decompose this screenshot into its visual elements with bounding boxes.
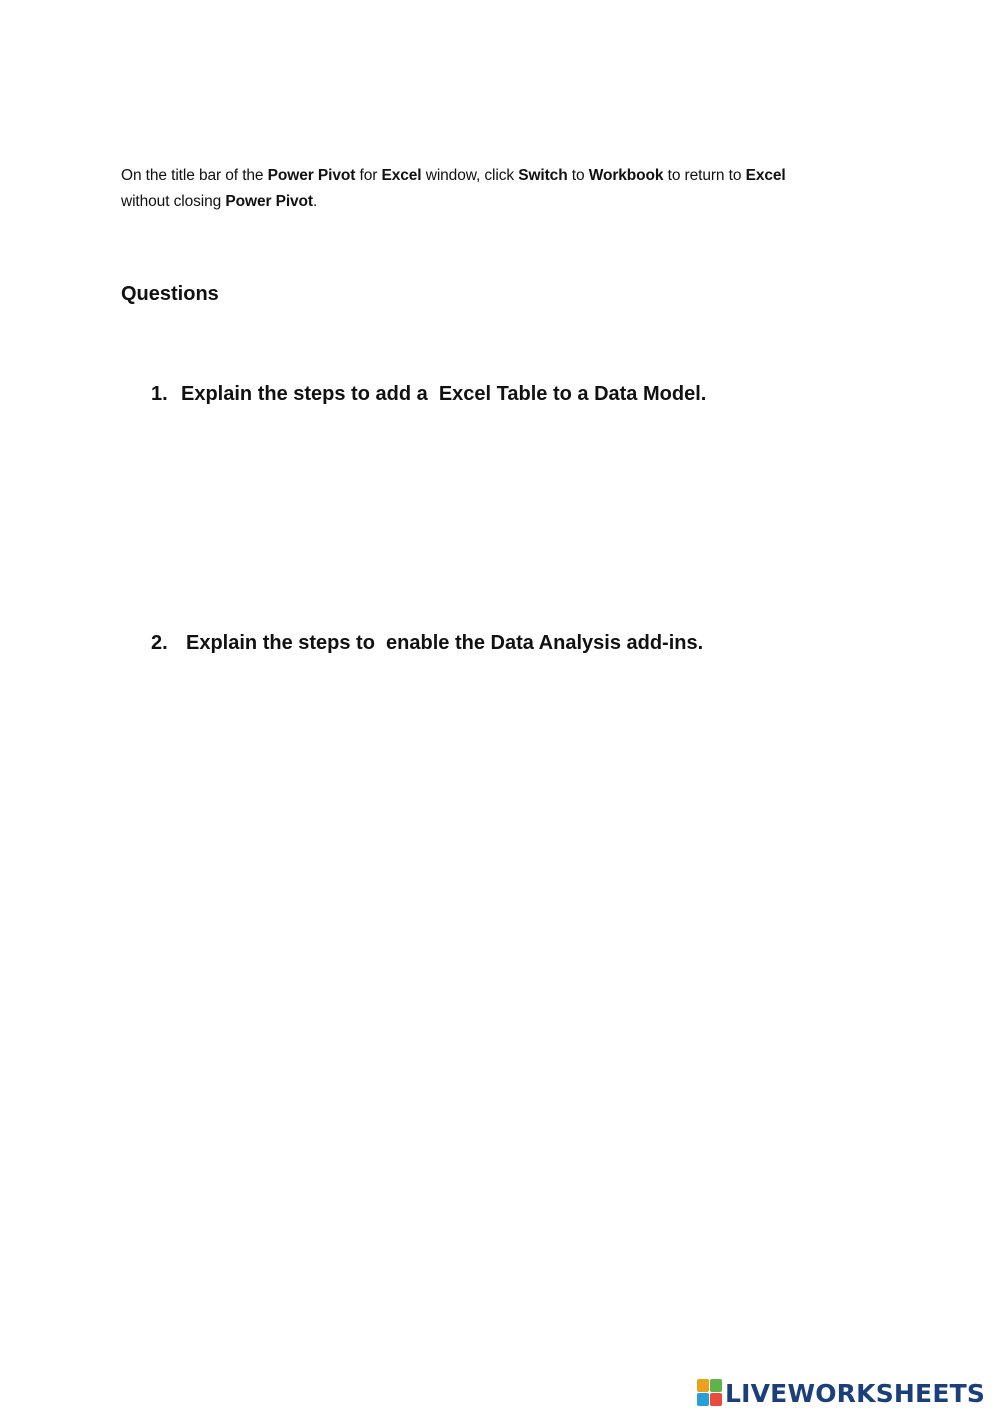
logo-icon-square-tl	[697, 1379, 709, 1392]
question-text: Explain the steps to enable the Data Analysis add-ins.	[186, 632, 704, 654]
question-text: Explain the steps to add a Excel Table to a Data Model.	[181, 383, 707, 405]
section-title: Questions	[121, 283, 219, 305]
instruction-bold: Power Pivot	[267, 167, 356, 184]
instruction-text: to return to	[663, 167, 746, 184]
instruction-text: window, click	[421, 167, 519, 184]
logo-icon-square-tr	[710, 1379, 722, 1392]
logo-icon-square-bl	[697, 1393, 709, 1406]
question-number: 1.	[151, 383, 168, 405]
question-2	[151, 632, 703, 655]
instruction-text: .	[313, 193, 318, 210]
instruction-text: to	[567, 167, 589, 184]
liveworksheets-logo-icon	[697, 1379, 722, 1407]
instruction-bold: Switch	[518, 167, 568, 184]
instruction-paragraph	[121, 163, 881, 215]
instruction-text: On the title bar of the	[121, 167, 268, 184]
question-1	[151, 383, 706, 406]
question-number: 2.	[151, 632, 168, 654]
instruction-bold: Excel	[381, 167, 422, 184]
instruction-bold: Power Pivot	[225, 193, 313, 210]
instruction-text: for	[355, 167, 382, 184]
instruction-bold: Excel	[745, 167, 786, 184]
logo-icon-square-br	[710, 1393, 722, 1406]
liveworksheets-logo[interactable]	[697, 1376, 985, 1410]
liveworksheets-logo-text: LIVEWORKSHEETS	[725, 1378, 986, 1408]
instruction-bold: Workbook	[588, 167, 664, 184]
instruction-text: without closing	[121, 193, 226, 210]
